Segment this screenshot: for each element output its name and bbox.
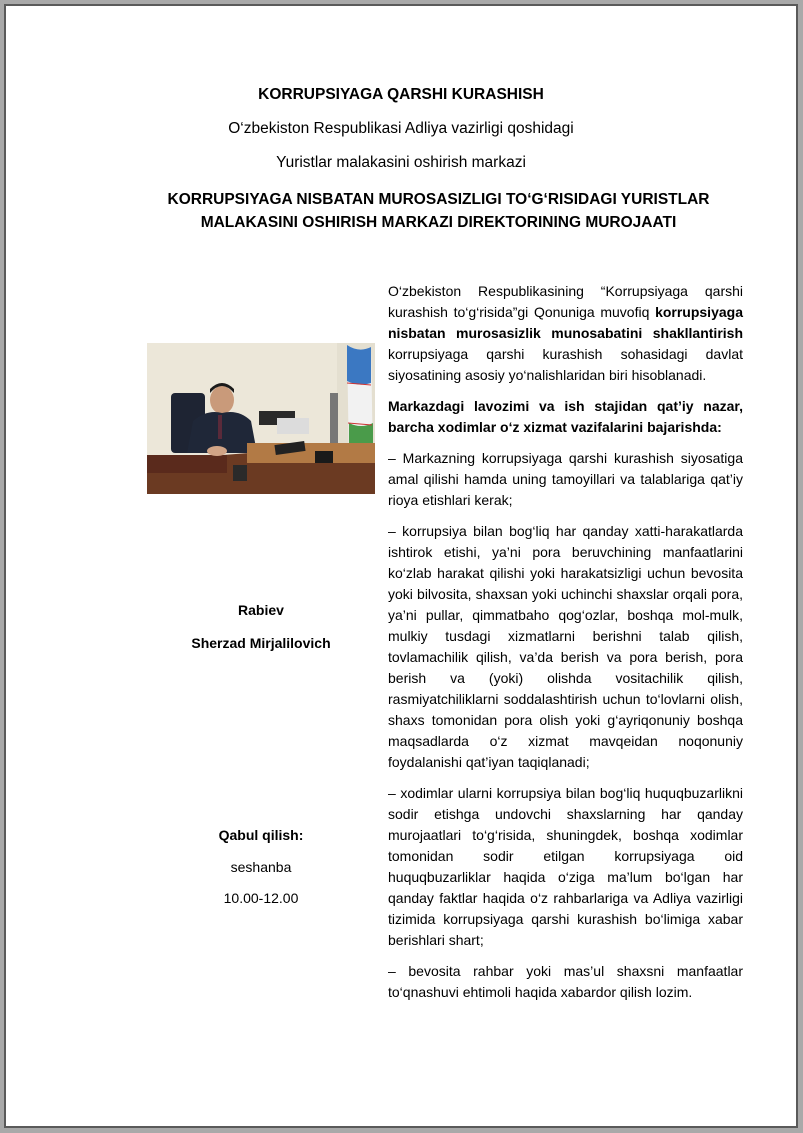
appeal-title-line-1: KORRUPSIYAGA NISBATAN MUROSASIZLIGI TO‘G‘RISIDAGI YURISTLAR	[167, 191, 710, 208]
director-photo-illustration	[147, 343, 375, 494]
duty-item-2: – korrupsiya bilan bog‘liq har qanday xatti-harakatlarda ishtirok etishi, ya’ni pora beruvchining manfaatlarini ko‘zlab harakat qilishi yoki harakatsizligi uchun bevosita yoki bilvosita, shaxsan yoki uchinchi shaxslar orqali pora, ya’ni pullar, qimmatbaho qog‘ozlar, boshqa mol-mulk, mulkiy tusdagi xizmatlarni berishni talab qilish, tovlamachilik qilish, va’da berish va pora berish, pora berish va (yoki) olishda vositachilik qilish, rasmiyatchiliklarni soddalashtirish uchun to‘lovlarni olish, shaxs tomonidan pora olish yoki g‘ayriqonuniy boshqa maqsadlarda o‘z xizmat mavqeidan noqonuniy foydalanishi qat’iyan taqiqlanadi;	[388, 523, 743, 770]
organization-line-1: O‘zbekiston Respublikasi Adliya vazirligi qoshidagi	[228, 120, 574, 137]
intro-text-b: korrupsiyaga qarshi kurashish sohasidagi davlat siyosatining asosiy yo‘nalishlaridan biri hisoblanadi.	[388, 346, 743, 383]
document-heading: KORRUPSIYAGA QARSHI KURASHISH	[258, 86, 544, 103]
appeal-title	[126, 188, 751, 234]
appeal-title-line-2: MALAKASINI OSHIRISH MARKAZI DIREKTORINING MUROJAATI	[200, 214, 677, 231]
intro-paragraph	[388, 281, 743, 386]
intro-text-a: O‘zbekiston Respublikasining “Korrupsiyaga qarshi kurashish to‘g‘risida”gi Qonuniga muvofiq	[388, 283, 743, 320]
document-page	[4, 4, 798, 1128]
reception-time: 10.00-12.00	[223, 890, 299, 906]
director-name: Sherzad Mirjalilovich	[191, 635, 331, 651]
duties-intro: Markazdagi lavozimi va ish stajidan qat’iy nazar, barcha xodimlar o‘z xizmat vazifalarini bajarishda:	[388, 398, 743, 435]
reception-label: Qabul qilish:	[218, 827, 304, 843]
duty-item-1: – Markazning korrupsiyaga qarshi kurashish siyosatiga amal qilishi hamda uning tamoyillari va talablariga qat’iy rioya etishlari kerak;	[388, 450, 743, 508]
director-photo	[147, 343, 375, 494]
reception-day: seshanba	[230, 859, 292, 875]
appeal-body	[388, 281, 743, 1013]
intro-text-bold: korrupsiyaga nisbatan murosasizlik munosabatini shakllantirish	[388, 304, 743, 341]
director-surname: Rabiev	[238, 602, 284, 618]
duty-item-3: – xodimlar ularni korrupsiya bilan bog‘liq huquqbuzarlikni sodir etishga undovchi shaxslarning har qanday murojaatlari to‘g‘risida, shuningdek, boshqa xodimlar tomonidan sodir etilgan korrupsiyaga oid huquqbuzarliklar haqida o‘ziga ma’lum bo‘lgan har qanday faktlar haqida o‘z rahbarlariga va Adliya vazirligi tizimida korrupsiyaga qarshi kurashish bo‘limiga xabar berishlari shart;	[388, 785, 743, 948]
organization-line-2: Yuristlar malakasini oshirish markazi	[276, 154, 526, 171]
duty-item-4: – bevosita rahbar yoki mas’ul shaxsni manfaatlar to‘qnashuvi ehtimoli haqida xabardor qilish lozim.	[388, 963, 743, 1000]
